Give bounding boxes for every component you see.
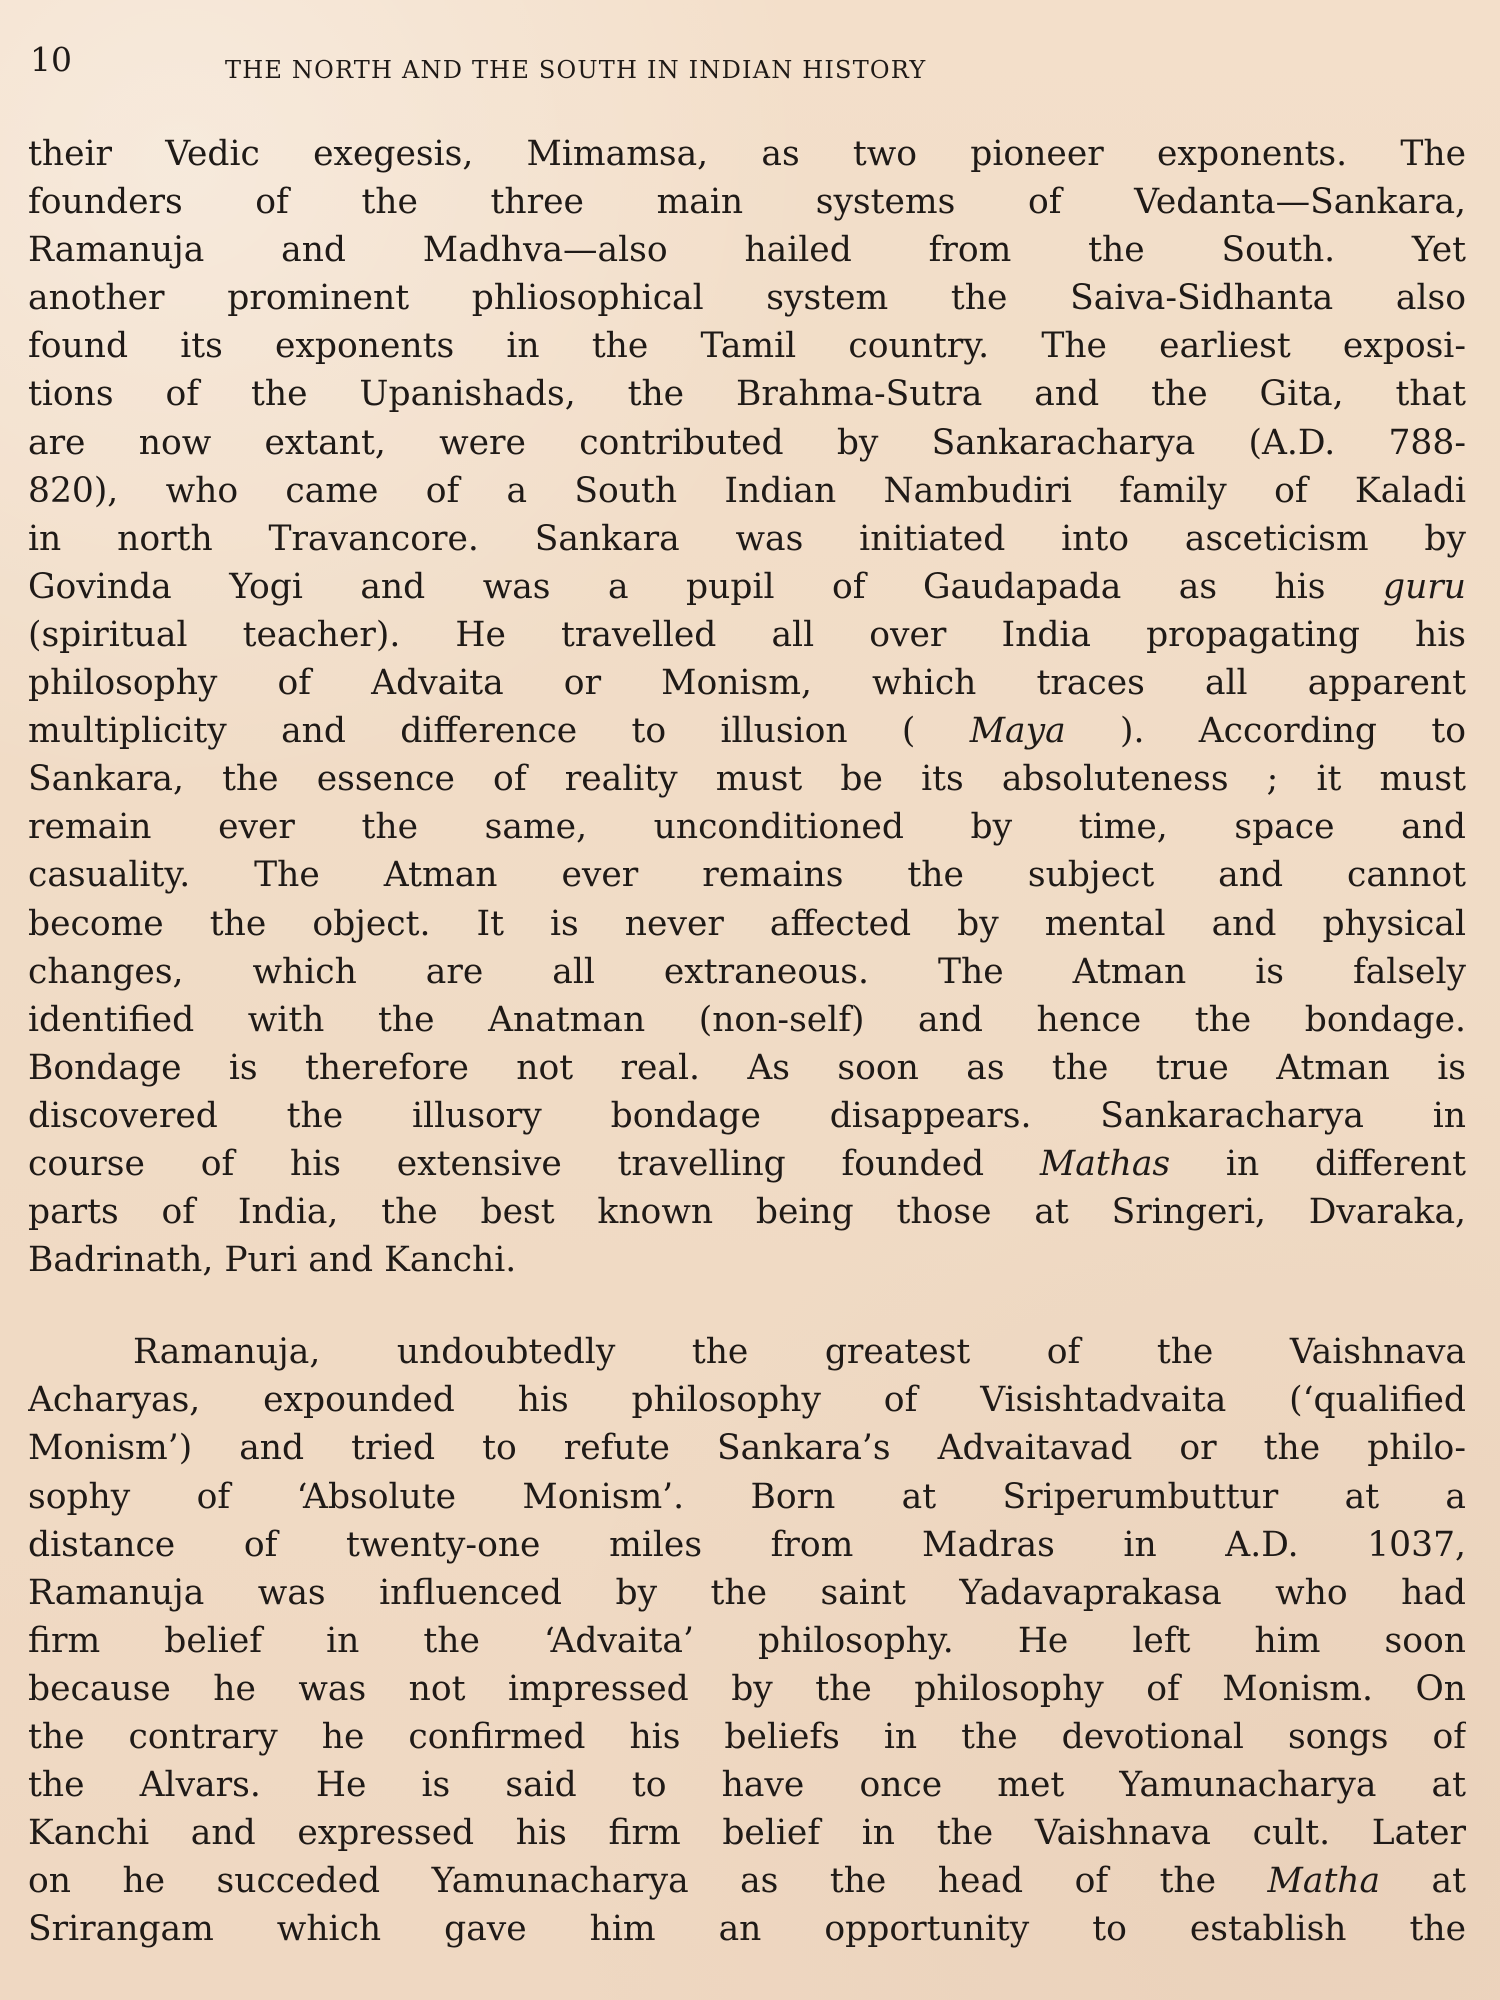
text-line: Kanchi and expressed his firm belief in the Vaishnava cult. Later — [28, 1813, 1466, 1854]
text-line: because he was not impressed by the philosophy of Monism. On — [28, 1668, 1466, 1709]
text-line: tions of the Upanishads, the Brahma-Sutra and the Gita, that — [28, 374, 1466, 415]
italic-term: Matha — [1267, 1861, 1381, 1902]
text-line: Ramanuja was influenced by the saint Yadavaprakasa who had — [28, 1572, 1466, 1613]
text-segment: multiplicity and difference to illusion ( — [28, 711, 970, 752]
italic-term: Mathas — [1039, 1143, 1171, 1184]
text-line: the contrary he confirmed his beliefs in the devotional songs of — [28, 1717, 1466, 1757]
text-line: parts of India, the best known being those at Sringeri, Dvaraka, — [28, 1192, 1466, 1233]
text-segment: ). According to — [1065, 711, 1466, 752]
text-line: casuality. The Atman ever remains the subject and cannot — [28, 855, 1466, 896]
text-line: philosophy of Advaita or Monism, which traces all apparent — [28, 663, 1466, 704]
text-line: (spiritual teacher). He travelled all over India propagating his — [28, 614, 1466, 655]
text-line — [28, 1857, 1466, 1905]
text-line: identified with the Anatman (non-self) and hence the bondage. — [28, 999, 1466, 1040]
text-line: discovered the illusory bondage disappears. Sankaracharya in — [28, 1095, 1466, 1136]
body-text — [28, 130, 1466, 1950]
text-line: Acharyas, expounded his philosophy of Visishtadvaita (‘qualified — [28, 1380, 1466, 1421]
italic-term: Maya — [969, 711, 1066, 752]
text-line: founders of the three main systems of Vedanta—Sankara, — [28, 182, 1466, 223]
text-line: 820), who came of a South Indian Nambudiri family of Kaladi — [28, 470, 1466, 511]
text-line: Ramanuja and Madhva—also hailed from the South. Yet — [28, 230, 1466, 271]
running-head: THE NORTH AND THE SOUTH IN INDIAN HISTORY — [225, 56, 927, 84]
text-line: changes, which are all extraneous. The Atman is falsely — [28, 951, 1466, 992]
text-line: sophy of ‘Absolute Monism’. Born at Sriperumbuttur at a — [28, 1476, 1466, 1517]
text-line: Ramanuja, undoubtedly the greatest of the Vaishnava — [133, 1332, 1466, 1373]
text-line: found its exponents in the Tamil country. The earliest exposi- — [28, 326, 1466, 367]
text-line: remain ever the same, unconditioned by time, space and — [28, 807, 1466, 848]
text-line: Sankara, the essence of reality must be its absoluteness ; it must — [28, 759, 1466, 800]
text-segment: at — [1380, 1861, 1466, 1902]
text-line: Monism’) and tried to refute Sankara’s Advaitavad or the philo- — [28, 1428, 1466, 1469]
page-header — [30, 42, 1490, 104]
text-line: are now extant, were contributed by Sankaracharya (A.D. 788- — [28, 422, 1466, 463]
text-line — [28, 707, 1466, 755]
text-line: Badrinath, Puri and Kanchi. — [28, 1240, 517, 1281]
text-line: in north Travancore. Sankara was initiated into asceticism by — [28, 518, 1466, 559]
text-line: the Alvars. He is said to have once met Yamunacharya at — [28, 1765, 1466, 1806]
text-segment: Govinda Yogi and was a pupil of Gaudapada as his — [28, 566, 1383, 607]
italic-term: guru — [1382, 566, 1466, 607]
text-segment: in different — [1170, 1143, 1466, 1184]
text-line: another prominent phliosophical system the Saiva-Sidhanta also — [28, 278, 1466, 319]
text-line: Bondage is therefore not real. As soon as the true Atman is — [28, 1047, 1466, 1088]
text-segment: course of his extensive travelling founded — [28, 1143, 1040, 1184]
text-line — [28, 1140, 1466, 1188]
text-line: distance of twenty-one miles from Madras in A.D. 1037, — [28, 1524, 1466, 1565]
page-number: 10 — [30, 40, 72, 79]
text-line: Srirangam which gave him an opportunity to establish the — [28, 1909, 1466, 1950]
text-segment: on he succeded Yamunacharya as the head of the — [28, 1861, 1268, 1902]
paragraph-1 — [28, 130, 1466, 1284]
text-line: become the object. It is never affected by mental and physical — [28, 903, 1466, 944]
paragraph-2 — [28, 1328, 1466, 1953]
text-line: firm belief in the ‘Advaita’ philosophy. He left him soon — [28, 1620, 1466, 1661]
text-line: their Vedic exegesis, Mimamsa, as two pioneer exponents. The — [28, 134, 1466, 174]
text-line — [28, 563, 1466, 611]
